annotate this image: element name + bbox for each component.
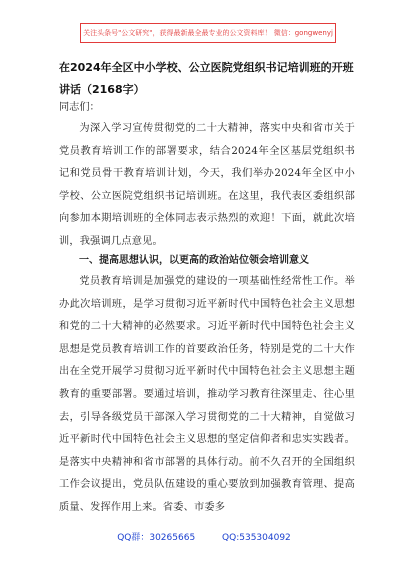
paragraph-intro: 为深入学习宣传贯彻党的二十大精神，落实中央和省市关于党员教育培训工作的部署要求，结合2024年全区基层党组织书记和党员骨干教育培训计划，今天，我们举办2024年全区中小学校、公立医院党组织书记培训班。在这里，我代表区委组织部向参加本期培训班的全体同志表示热烈的欢迎！下面，就此次培训，我强调几点意见。 — [59, 123, 355, 247]
document-title: 在2024年全区中小学校、公立医院党组织书记培训班的开班讲话（2168字） — [59, 61, 354, 96]
salutation: 同志们： — [59, 102, 100, 113]
section-heading-1: 一、提高思想认识，以更高的政治站位领会培训意义 — [79, 255, 309, 266]
footer-qq: QQ:535304092 — [222, 533, 291, 543]
paragraph-section-1: 党员教育培训是加强党的建设的一项基础性经常性工作。举办此次培训班，是学习贯彻习近平新时代中国特色社会主义思想和党的二十大精神的必然要求。习近平新时代中国特色社会主义思想是党员教育培训工作的首要政治任务，特别是党的二十大作出在全党开展学习贯彻习近平新时代中国特色社会主义思想主题教育的重要部署。要通过培训，推动学习教育往深里走、往心里去，引导各级党员干部深入学习贯彻党的二十大精神，自觉做习近平新时代中国特色社会主义思想的坚定信仰者和忠实实践者。是落实中央精神和省市部署的具体行动。前不久召开的全国组织工作会议提出，党员队伍建设的重心要放到加强教育管理、提高质量、发挥作用上来。省委、市委多 — [59, 276, 355, 513]
header-banner: 关注头条号"公文研究"，获得最新最全最专业的公文资料库！ 微信：gongwenyj — [80, 23, 336, 43]
footer-contact — [0, 530, 408, 543]
footer-qq-group: QQ群：30265665 — [117, 533, 196, 543]
